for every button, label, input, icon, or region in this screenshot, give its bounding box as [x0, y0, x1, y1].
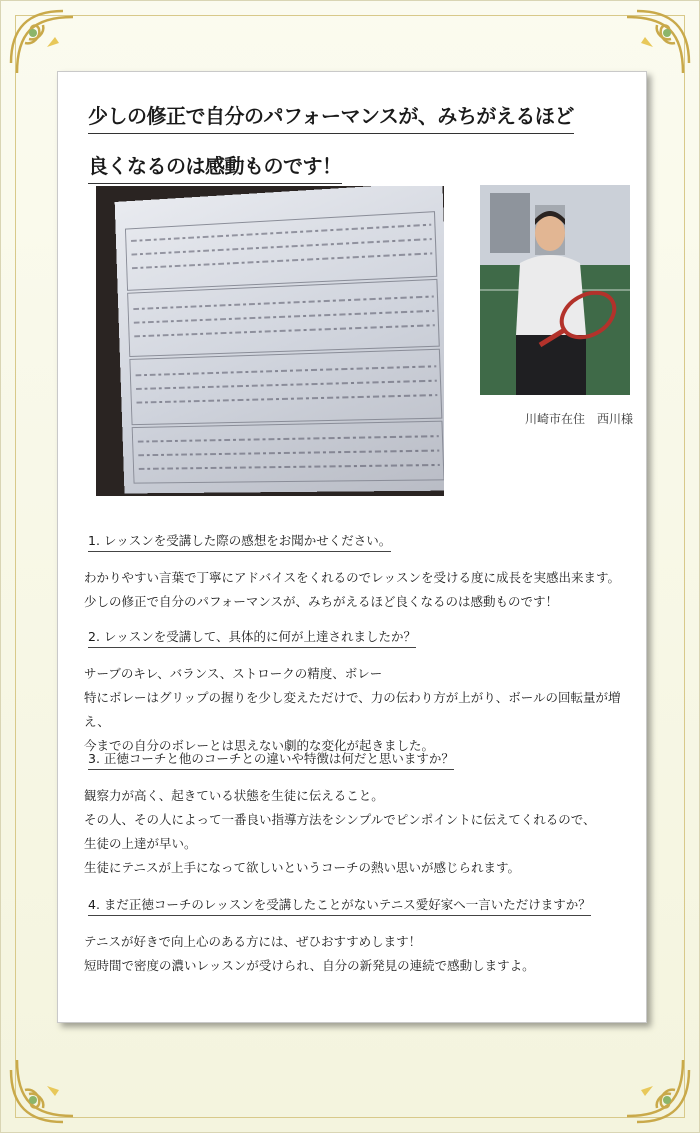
corner-ornament-icon [607, 1040, 697, 1130]
headline [88, 94, 628, 194]
answer-line: 観察力が高く、起きている状態を生徒に伝えること。 [84, 788, 384, 803]
question-4: 4. まだ正徳コーチのレッスンを受講したことがないテニス愛好家へ一言いただけますか？ [88, 895, 591, 916]
question-1: 1. レッスンを受講した際の感想をお聞かせください。 [88, 531, 391, 552]
answer-line: 特にボレーはグリップの握りを少し変えただけで、力の伝わり方が上がり、ボールの回転量が増え、 [84, 690, 621, 729]
answer-line: 生徒にテニスが上手になって欲しいというコーチの熱い思いが感じられます。 [84, 860, 521, 875]
answer-line: 生徒の上達が早い。 [84, 836, 197, 851]
answer-2 [84, 662, 624, 758]
corner-ornament-icon [3, 1040, 93, 1130]
survey-sheet-photo [96, 186, 444, 496]
answer-line: 短時間で密度の濃いレッスンが受けられ、自分の新発見の連続で感動しますよ。 [84, 958, 535, 973]
headline-line-2: 良くなるのは感動ものです！ [88, 151, 342, 184]
question-2: 2. レッスンを受講して、具体的に何が上達されましたか？ [88, 627, 416, 648]
answer-line: 少しの修正で自分のパフォーマンスが、みちがえるほど良くなるのは感動ものです！ [84, 594, 559, 609]
qa-section-4 [84, 894, 624, 978]
answer-3 [84, 784, 624, 880]
answer-line: サーブのキレ、バランス、ストロークの精度、ボレー [84, 666, 383, 681]
answer-1 [84, 566, 624, 614]
testimonial-card [57, 71, 647, 1023]
qa-section-1 [84, 530, 624, 614]
answer-line: テニスが好きで向上心のある方には、ぜひおすすめします！ [84, 934, 422, 949]
answer-4 [84, 930, 624, 978]
handwritten-survey-image [115, 186, 444, 493]
photo-caption: 川崎市在住 西川様 [524, 412, 633, 426]
customer-photo [480, 185, 630, 395]
answer-line: わかりやすい言葉で丁寧にアドバイスをくれるのでレッスンを受ける度に成長を実感出来ます。 [84, 570, 621, 585]
answer-line: その人、その人によって一番良い指導方法をシンプルでピンポイントに伝えてくれるので、 [84, 812, 596, 827]
qa-section-3 [84, 748, 624, 880]
question-3: 3. 正徳コーチと他のコーチとの違いや特徴は何だと思いますか？ [88, 749, 454, 770]
answer-line: 今までの自分のボレーとは思えない劇的な変化が起きました。 [84, 738, 435, 753]
qa-section-2 [84, 626, 624, 758]
headline-line-1: 少しの修正で自分のパフォーマンスが、みちがえるほど [88, 101, 574, 134]
